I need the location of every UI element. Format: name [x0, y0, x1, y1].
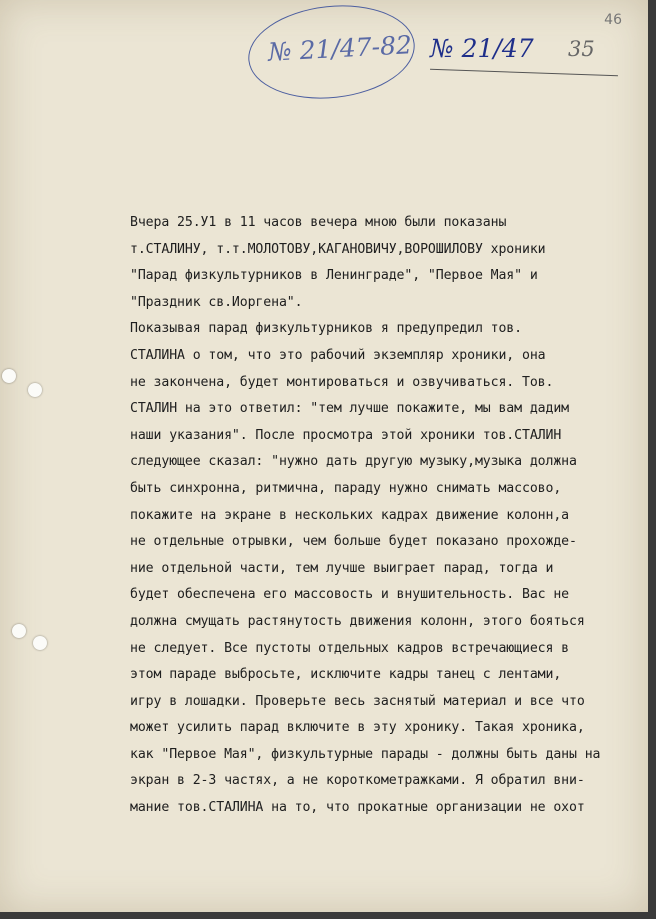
text-line: может усилить парад включите в эту хронику. Такая хроника,: [130, 720, 585, 736]
punch-hole: [28, 383, 42, 397]
text-line: Вчера 25.У1 в 11 часов вечера мною были показаны: [130, 215, 507, 230]
page-number: 46: [604, 12, 622, 28]
text-line: СТАЛИН на это ответил: "тем лучше покажите, мы вам дадим: [130, 401, 570, 417]
text-line: наши указания". После просмотра этой хроники тов.СТАЛИН: [130, 427, 562, 443]
text-line: этом параде выбросьте, исключите кадры танец с лентами,: [130, 667, 562, 683]
ink-register-number: № 21/47: [430, 34, 534, 63]
text-line: ние отдельной части, тем лучше выиграет парад, тогда и: [130, 560, 554, 576]
text-line: игру в лошадки. Проверьте весь заснятый материал и все что: [130, 693, 585, 709]
typewritten-text: [130, 210, 645, 822]
stamp-register-number: № 21/47-82: [267, 30, 413, 67]
punch-hole: [2, 369, 16, 383]
text-line: следующее сказал: "нужно дать другую музыку,музыка должна: [130, 454, 577, 470]
text-line: "Праздник св.Иоргена".: [130, 294, 303, 310]
text-line: быть синхронна, ритмична, параду нужно снимать массово,: [130, 480, 562, 496]
text-line: будет обеспечена его массовость и внушительность. Вас не: [130, 587, 570, 603]
text-line: не отдельные отрывки, чем больше будет показано прохожде-: [130, 534, 577, 550]
text-line: мание тов.СТАЛИНА на то, что прокатные организации не охот: [130, 800, 585, 816]
punch-hole: [33, 636, 47, 650]
text-line: Показывая парад физкультурников я предупредил тов.: [130, 321, 522, 337]
text-line: СТАЛИНА о том, что это рабочий экземпляр хроники, она: [130, 347, 546, 363]
text-line: как "Первое Мая", физкультурные парады - должны быть даны на: [130, 746, 601, 762]
text-line: т.СТАЛИНУ, т.т.МОЛОТОВУ,КАГАНОВИЧУ,ВОРОШИЛОВУ хроники: [130, 241, 546, 257]
pencil-register-number: 35: [568, 37, 595, 61]
punch-hole: [12, 624, 26, 638]
text-line: не следует. Все пустоты отдельных кадров встречающиеся в: [130, 640, 570, 656]
text-line: должна смущать растянутость движения колонн, этого бояться: [130, 613, 585, 629]
text-line: экран в 2-3 частях, а не короткометражками. Я обратил вни-: [130, 773, 585, 789]
scan-edge-bottom: [0, 912, 656, 919]
text-line: покажите на экране в нескольких кадрах движение колонн,а: [130, 507, 570, 523]
text-line: не закончена, будет монтироваться и озвучиваться. Тов.: [130, 374, 554, 390]
pencil-underline: [430, 69, 618, 77]
text-line: "Парад физкультурников в Ленинграде", "Первое Мая" и: [130, 268, 538, 284]
scan-edge-right: [648, 0, 656, 919]
